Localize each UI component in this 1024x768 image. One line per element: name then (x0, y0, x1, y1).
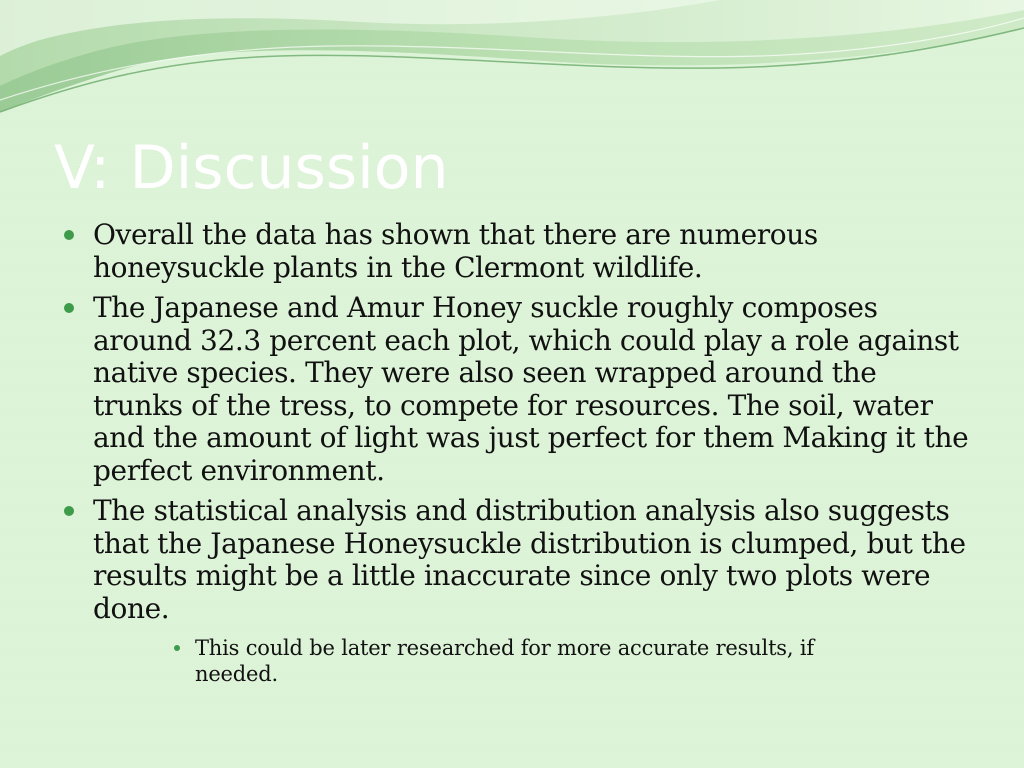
bullet-text: The statistical analysis and distribution analysis also suggests that the Japanese Honeysuckle distribution is clumped, but the results might be a little inaccurate since only two plots were done. (93, 494, 966, 625)
bullet-dot-icon (64, 230, 74, 240)
bullet-list (60, 219, 970, 687)
sub-bullet-item (195, 635, 885, 687)
bullet-item (60, 292, 970, 487)
bullet-text: Overall the data has shown that there are numerous honeysuckle plants in the Clermont wildlife. (93, 218, 818, 284)
slide-title: V: Discussion (54, 133, 449, 203)
bullet-item (60, 495, 970, 625)
bullet-dot-icon (64, 303, 74, 313)
bullet-item (60, 219, 970, 284)
sub-bullet-dot-icon (174, 645, 180, 651)
bullet-dot-icon (64, 506, 74, 516)
decorative-wave-header (0, 0, 1024, 130)
sub-bullet-text: This could be later researched for more accurate results, if needed. (195, 636, 814, 686)
bullet-text: The Japanese and Amur Honey suckle roughly composes around 32.3 percent each plot, which could play a role against native species. They were also seen wrapped around the trunks of the tress, to compete for resources. The soil, water and the amount of light was just perfect for them Making it the perfect environment. (93, 291, 969, 487)
